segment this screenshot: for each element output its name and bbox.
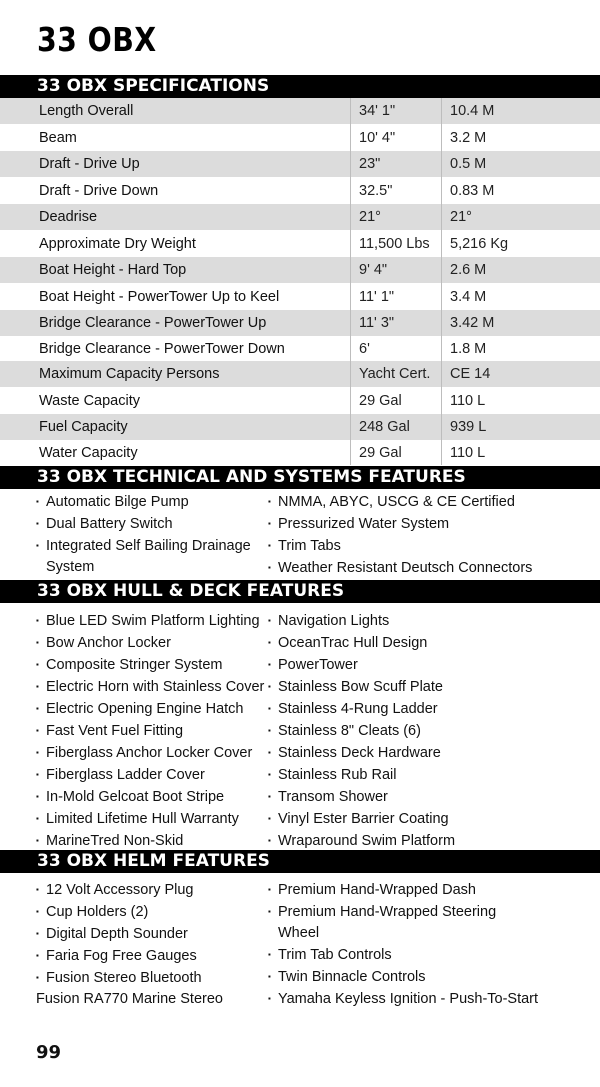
spec-label: Length Overall	[39, 103, 134, 119]
spec-row	[0, 204, 600, 230]
feature-item	[36, 808, 268, 830]
feature-item	[36, 901, 268, 923]
spec-metric-value: CE 14	[450, 366, 491, 382]
spec-row	[0, 124, 600, 151]
feature-item	[268, 491, 568, 513]
bullet-icon: ▪	[268, 748, 271, 757]
feature-text: Cup Holders (2)	[46, 904, 149, 920]
feature-item	[268, 966, 568, 988]
bullet-icon: ▪	[36, 814, 39, 823]
feature-item	[268, 720, 568, 742]
bullet-icon: ▪	[268, 972, 271, 981]
feature-text: Fusion RA770 Marine Stereo	[36, 991, 223, 1007]
specifications-header: 33 OBX SPECIFICATIONS	[0, 75, 600, 98]
feature-item	[268, 923, 568, 944]
feature-item	[268, 654, 568, 676]
spec-imperial-value: 23"	[359, 156, 381, 172]
feature-text: Trim Tab Controls	[278, 947, 392, 963]
bullet-icon: ▪	[268, 907, 271, 916]
column-divider	[350, 98, 351, 465]
bullet-icon: ▪	[268, 563, 271, 572]
feature-item	[268, 610, 568, 632]
spec-imperial-value: 11' 1"	[359, 288, 395, 305]
spec-metric-value: 5,216 Kg	[450, 235, 509, 252]
bullet-icon: ▪	[36, 929, 39, 938]
feature-item	[36, 764, 268, 786]
spec-imperial-value: 29 Gal	[359, 392, 402, 409]
bullet-icon: ▪	[268, 616, 271, 625]
spec-metric-value: 10.4 M	[450, 103, 495, 119]
feature-item	[36, 742, 268, 764]
feature-text: In-Mold Gelcoat Boot Stripe	[46, 789, 225, 805]
spec-metric-value: 110 L	[450, 392, 486, 409]
feature-text: Stainless Bow Scuff Plate	[278, 679, 443, 695]
spec-row	[0, 283, 600, 310]
spec-label: Maximum Capacity Persons	[39, 366, 220, 382]
bullet-icon: ▪	[36, 704, 39, 713]
feature-text: Digital Depth Sounder	[46, 926, 188, 942]
feature-item	[268, 879, 568, 901]
bullet-icon: ▪	[36, 660, 39, 669]
bullet-icon: ▪	[268, 814, 271, 823]
feature-text: OceanTrac Hull Design	[278, 635, 428, 651]
feature-item	[36, 945, 268, 967]
bullet-icon: ▪	[268, 885, 271, 894]
bullet-icon: ▪	[36, 770, 39, 779]
feature-text: Limited Lifetime Hull Warranty	[46, 811, 239, 827]
bullet-icon: ▪	[268, 770, 271, 779]
spec-label: Bridge Clearance - PowerTower Up	[39, 315, 267, 331]
spec-row	[0, 440, 600, 465]
feature-text: Stainless 8" Cleats (6)	[278, 723, 421, 739]
feature-text: Pressurized Water System	[278, 516, 450, 532]
feature-item	[36, 923, 268, 945]
bullet-icon: ▪	[36, 497, 39, 506]
bullet-icon: ▪	[268, 541, 271, 550]
feature-item	[36, 786, 268, 808]
spec-label: Draft - Drive Down	[39, 182, 159, 199]
feature-text: Premium Hand-Wrapped Steering	[278, 904, 497, 920]
spec-imperial-value: 11' 3"	[359, 315, 395, 331]
feature-item	[268, 808, 568, 830]
spec-label: Water Capacity	[39, 444, 138, 461]
feature-text: 12 Volt Accessory Plug	[46, 882, 194, 898]
feature-item	[36, 698, 268, 720]
spec-row	[0, 414, 600, 440]
spec-label: Boat Height - PowerTower Up to Keel	[39, 288, 280, 305]
spec-metric-value: 0.83 M	[450, 182, 495, 199]
technical-features-left-column	[36, 491, 268, 578]
feature-item	[36, 610, 268, 632]
feature-item	[36, 830, 268, 852]
spec-imperial-value: 6'	[359, 340, 370, 357]
feature-text: NMMA, ABYC, USCG & CE Certified	[278, 494, 515, 510]
spec-metric-value: 1.8 M	[450, 340, 487, 357]
spec-label: Boat Height - Hard Top	[39, 262, 187, 278]
spec-label: Beam	[39, 129, 77, 146]
spec-imperial-value: 9' 4"	[359, 262, 388, 278]
bullet-icon: ▪	[268, 950, 271, 959]
bullet-icon: ▪	[36, 638, 39, 647]
feature-item	[36, 989, 268, 1010]
feature-text: Transom Shower	[278, 789, 388, 805]
bullet-icon: ▪	[268, 836, 271, 845]
spec-label: Deadrise	[39, 209, 98, 225]
bullet-icon: ▪	[36, 616, 39, 625]
feature-item	[36, 720, 268, 742]
spec-label: Approximate Dry Weight	[39, 235, 196, 252]
page-number: 99	[36, 1042, 62, 1063]
spec-row	[0, 151, 600, 177]
feature-item	[36, 535, 268, 557]
feature-text: Weather Resistant Deutsch Connectors	[278, 560, 533, 576]
bullet-icon: ▪	[268, 660, 271, 669]
feature-item	[36, 676, 268, 698]
spec-metric-value: 2.6 M	[450, 262, 487, 278]
feature-text: Faria Fog Free Gauges	[46, 948, 197, 964]
feature-text: Premium Hand-Wrapped Dash	[278, 882, 476, 898]
feature-item	[36, 879, 268, 901]
bullet-icon: ▪	[268, 704, 271, 713]
feature-text: Stainless 4-Rung Ladder	[278, 701, 438, 717]
feature-text: Vinyl Ester Barrier Coating	[278, 811, 449, 827]
feature-item	[268, 742, 568, 764]
spec-row	[0, 361, 600, 387]
feature-item	[268, 786, 568, 808]
spec-imperial-value: 34' 1"	[359, 103, 396, 119]
feature-text: Navigation Lights	[278, 613, 390, 629]
spec-row	[0, 336, 600, 361]
spec-imperial-value: 21°	[359, 209, 381, 225]
bullet-icon: ▪	[268, 682, 271, 691]
feature-text: Yamaha Keyless Ignition - Push-To-Start	[278, 991, 539, 1007]
spec-metric-value: 939 L	[450, 419, 487, 435]
hull-deck-features-left-column	[36, 610, 268, 852]
bullet-icon: ▪	[36, 748, 39, 757]
column-divider	[441, 98, 442, 465]
bullet-icon: ▪	[36, 792, 39, 801]
spec-metric-value: 3.4 M	[450, 288, 487, 305]
spec-row	[0, 230, 600, 257]
bullet-icon: ▪	[268, 792, 271, 801]
feature-item	[268, 632, 568, 654]
feature-item	[268, 901, 568, 923]
hull-deck-features-header: 33 OBX HULL & DECK FEATURES	[0, 580, 600, 603]
bullet-icon: ▪	[36, 726, 39, 735]
feature-text: Fiberglass Anchor Locker Cover	[46, 745, 253, 761]
bullet-icon: ▪	[268, 497, 271, 506]
feature-item	[36, 513, 268, 535]
feature-item	[36, 557, 268, 578]
spec-imperial-value: Yacht Cert.	[359, 366, 431, 382]
technical-features-right-column	[268, 491, 568, 579]
feature-text: Fusion Stereo Bluetooth	[46, 970, 202, 986]
feature-text: Stainless Deck Hardware	[278, 745, 441, 761]
feature-item	[268, 676, 568, 698]
hull-deck-features-right-column	[268, 610, 568, 852]
feature-text: Electric Opening Engine Hatch	[46, 701, 244, 717]
bullet-icon: ▪	[268, 994, 271, 1003]
bullet-icon: ▪	[36, 519, 39, 528]
feature-item	[268, 988, 568, 1010]
feature-item	[268, 764, 568, 786]
feature-item	[268, 535, 568, 557]
spec-label: Fuel Capacity	[39, 419, 128, 435]
feature-text: System	[46, 559, 95, 575]
spec-row	[0, 98, 600, 124]
feature-item	[268, 557, 568, 579]
spec-metric-value: 3.42 M	[450, 315, 495, 331]
bullet-icon: ▪	[36, 951, 39, 960]
bullet-icon: ▪	[36, 682, 39, 691]
spec-imperial-value: 29 Gal	[359, 444, 402, 461]
feature-text: Wraparound Swim Platform	[278, 833, 456, 849]
feature-item	[268, 830, 568, 852]
feature-text: Dual Battery Switch	[46, 516, 173, 532]
feature-item	[36, 654, 268, 676]
helm-features-header: 33 OBX HELM FEATURES	[0, 850, 600, 873]
technical-features-header: 33 OBX TECHNICAL AND SYSTEMS FEATURES	[0, 466, 600, 489]
bullet-icon: ▪	[268, 638, 271, 647]
helm-features-right-column	[268, 879, 568, 1010]
spec-metric-value: 110 L	[450, 444, 486, 461]
bullet-icon: ▪	[36, 973, 39, 982]
bullet-icon: ▪	[36, 836, 39, 845]
feature-text: Composite Stringer System	[46, 657, 223, 673]
feature-item	[36, 632, 268, 654]
spec-row	[0, 257, 600, 283]
spec-label: Bridge Clearance - PowerTower Down	[39, 340, 285, 357]
spec-label: Draft - Drive Up	[39, 156, 140, 172]
spec-metric-value: 0.5 M	[450, 156, 487, 172]
spec-imperial-value: 11,500 Lbs	[359, 235, 430, 252]
feature-text: Fiberglass Ladder Cover	[46, 767, 205, 783]
feature-text: Integrated Self Bailing Drainage	[46, 538, 251, 554]
page-title: 33 OBX	[37, 20, 157, 59]
spec-metric-value: 3.2 M	[450, 129, 487, 146]
feature-text: Stainless Rub Rail	[278, 767, 397, 783]
feature-item	[268, 513, 568, 535]
bullet-icon: ▪	[268, 726, 271, 735]
feature-text: Blue LED Swim Platform Lighting	[46, 613, 260, 629]
spec-imperial-value: 248 Gal	[359, 419, 410, 435]
bullet-icon: ▪	[36, 907, 39, 916]
feature-text: Trim Tabs	[278, 538, 341, 554]
helm-features-left-column	[36, 879, 268, 1010]
bullet-icon: ▪	[36, 541, 39, 550]
feature-text: Wheel	[278, 925, 320, 941]
feature-item	[268, 698, 568, 720]
bullet-icon: ▪	[36, 885, 39, 894]
spec-row	[0, 310, 600, 336]
feature-text: Fast Vent Fuel Fitting	[46, 723, 184, 739]
spec-imperial-value: 32.5"	[359, 182, 393, 199]
feature-item	[36, 491, 268, 513]
spec-label: Waste Capacity	[39, 392, 140, 409]
bullet-icon: ▪	[268, 519, 271, 528]
feature-item	[36, 967, 268, 989]
feature-text: Bow Anchor Locker	[46, 635, 171, 651]
feature-item	[268, 944, 568, 966]
spec-metric-value: 21°	[450, 209, 472, 225]
spec-imperial-value: 10' 4"	[359, 129, 396, 146]
feature-text: Twin Binnacle Controls	[278, 969, 426, 985]
spec-row	[0, 177, 600, 204]
feature-text: Automatic Bilge Pump	[46, 494, 189, 510]
feature-text: PowerTower	[278, 657, 358, 673]
feature-text: Electric Horn with Stainless Cover	[46, 679, 265, 695]
feature-text: MarineTred Non-Skid	[46, 833, 184, 849]
spec-row	[0, 387, 600, 414]
